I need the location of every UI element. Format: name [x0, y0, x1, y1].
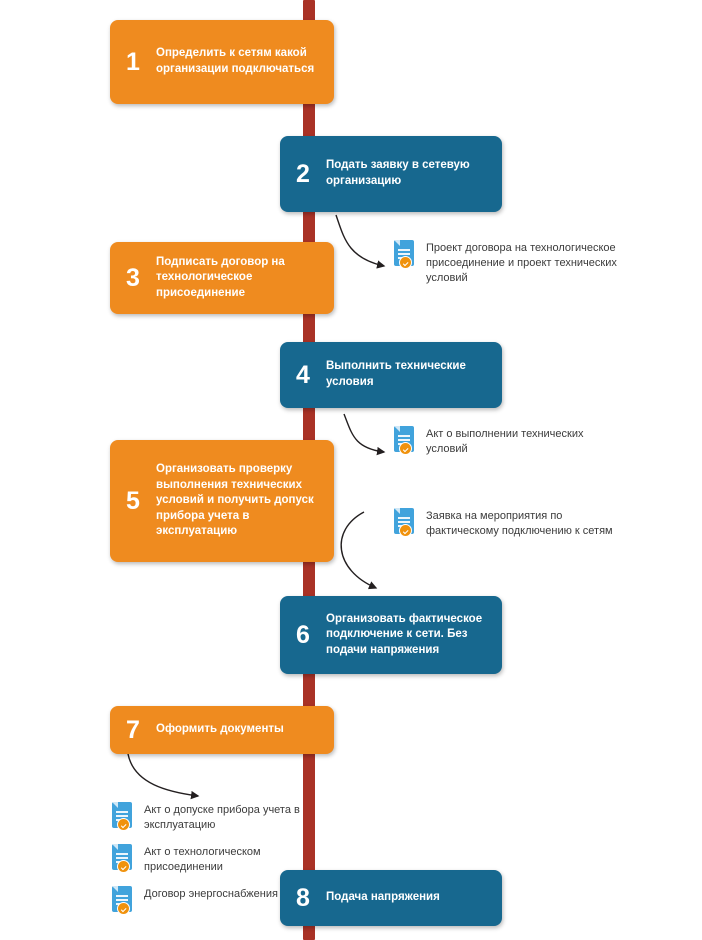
step-5-number: 5 [126, 486, 140, 515]
step-3[interactable] [110, 242, 334, 314]
step-1[interactable] [110, 20, 334, 104]
step-8-label: Подача напряжения [326, 891, 440, 904]
document-icon [392, 240, 418, 270]
document-3 [392, 508, 632, 539]
step-7[interactable] [110, 706, 334, 754]
document-6 [110, 886, 300, 916]
document-5 [110, 844, 300, 875]
step-5-label: Организовать проверку выполнения технических условий и получить допуск прибора учета в эксплуатацию [156, 463, 314, 538]
step-1-number: 1 [126, 47, 140, 76]
document-icon [392, 426, 418, 456]
document-6-label: Договор энергоснабжения [144, 888, 278, 900]
step-3-label: Подписать договор на технологическое присоединение [156, 255, 285, 299]
step-6-label: Организовать фактическое подключение к сети. Без подачи напряжения [326, 612, 483, 656]
document-icon [110, 886, 136, 916]
step-5[interactable] [110, 440, 334, 562]
step-8[interactable] [280, 870, 502, 926]
step-7-number: 7 [126, 715, 140, 744]
document-icon [110, 802, 136, 832]
step-4-label: Выполнить технические условия [326, 360, 466, 388]
document-icon [110, 844, 136, 874]
step-6-number: 6 [296, 620, 310, 649]
document-icon [392, 508, 418, 538]
document-1-label: Проект договора на технологическое присоединение и проект технических условий [426, 242, 617, 284]
step-2-number: 2 [296, 159, 310, 188]
document-4-label: Акт о допуске прибора учета в эксплуатацию [144, 804, 300, 831]
step-8-number: 8 [296, 883, 310, 912]
step-6[interactable] [280, 596, 502, 674]
step-1-label: Определить к сетям какой организации подключаться [156, 47, 315, 75]
step-2-label: Подать заявку в сетевую организацию [326, 159, 470, 187]
document-5-label: Акт о технологическом присоединении [144, 846, 261, 873]
document-2-label: Акт о выполнении технических условий [426, 428, 584, 455]
document-1 [392, 240, 642, 286]
document-3-label: Заявка на мероприятия по фактическому подключению к сетям [426, 510, 613, 537]
document-2 [392, 426, 622, 457]
step-2[interactable] [280, 136, 502, 212]
step-7-label: Оформить документы [156, 723, 284, 736]
step-3-number: 3 [126, 263, 140, 292]
step-4[interactable] [280, 342, 502, 408]
document-4 [110, 802, 300, 833]
step-4-number: 4 [296, 360, 310, 389]
